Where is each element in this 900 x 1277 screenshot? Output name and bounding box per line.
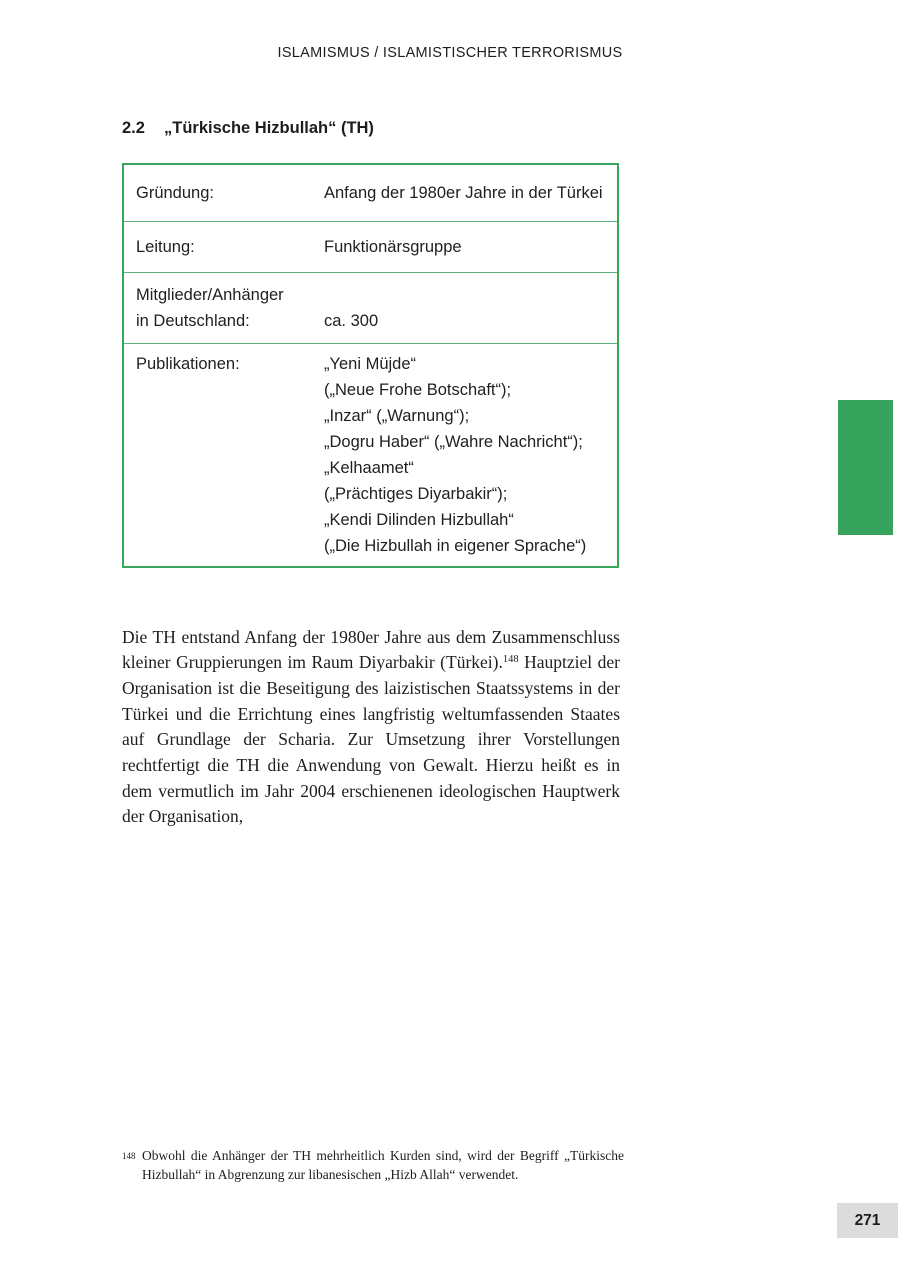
page-number: 271 [854,1211,881,1229]
footnote-reference: 148 [502,654,519,666]
infobox-row-mitglieder [124,272,617,343]
infobox-label: Publikationen: [136,355,240,373]
publication-line: („Die Hizbullah in eigener Sprache“) [324,537,587,555]
footnote-block [122,1146,624,1185]
infobox-label-line: in Deutschland: [136,312,250,330]
section-title: „Türkische Hizbullah“ (TH) [164,119,374,137]
infobox-label-line: Mitglieder/Anhänger [136,286,284,304]
publication-line: „Dogru Haber“ („Wahre Nachricht“); [324,433,583,451]
publication-line: „Inzar“ („Warnung“); [324,407,470,425]
infobox-label [124,282,324,334]
publication-line: „Yeni Müjde“ [324,355,417,373]
infobox-label: Leitung: [136,238,195,256]
infobox-value: Anfang der 1980er Jahre in der Türkei [324,184,603,202]
chapter-margin-tab [838,400,893,535]
running-header: ISLAMISMUS / ISLAMISTISCHER TERRORISMUS [277,45,623,61]
footnote-text: Obwohl die Anhänger der TH mehrheitlich Kurden sind, wird der Begriff „Türkische Hizbullah“ in Abgrenzung zur libanesischen „Hizb Allah“ verwendet. [142,1148,624,1183]
page-number-box [837,1203,898,1238]
section-heading [122,119,374,138]
infobox-value: Funktionärsgruppe [324,238,462,256]
infobox-row-leitung [124,221,617,272]
body-text-after-ref: Hauptziel der Organisation ist die Beseitigung des laizistischen Staatssystems in der Türkei und die Errichtung eines langfristig weltumfassenden Staates auf Grundlage der Scharia. Zur Umsetzung ihrer Vorstellungen rechtfertigt die TH die Anwendung von Gewalt. Hierzu heißt es in dem vermutlich im Jahr 2004 erschienenen ideologischen Hauptwerk der Organisation, [122,652,621,827]
infobox-label: Gründung: [136,184,214,202]
infobox-value [324,351,617,559]
body-paragraph [122,625,620,831]
publication-line: („Neue Frohe Botschaft“); [324,381,512,399]
infobox-row-publikationen [124,343,617,566]
publication-line: „Kendi Dilinden Hizbullah“ [324,511,514,529]
section-number: 2.2 [122,119,145,137]
organisation-infobox [122,163,619,568]
infobox-row-gruendung [124,165,617,221]
publication-line: „Kelhaamet“ [324,459,414,477]
infobox-value: ca. 300 [324,312,379,330]
footnote-marker: 148 [122,1151,136,1161]
body-text-before-ref: Die TH entstand Anfang der 1980er Jahre aus dem Zusammenschluss kleiner Gruppierungen im Raum Diyarbakir (Türkei). [122,626,620,673]
publication-line: („Prächtiges Diyarbakir“); [324,485,508,503]
